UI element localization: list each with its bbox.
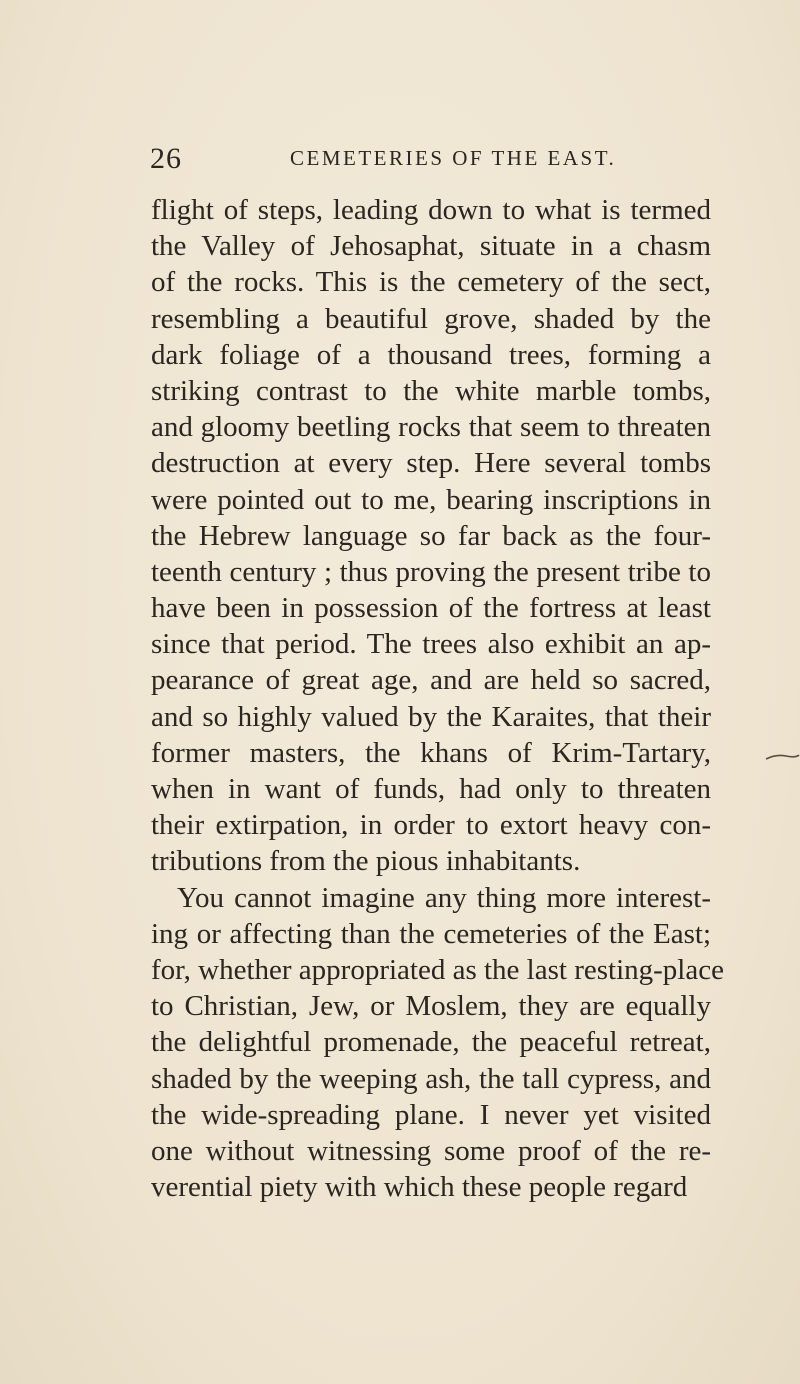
text-line: were pointed out to me, bearing inscriptions in	[151, 483, 711, 516]
paragraph	[151, 192, 711, 880]
text-line: and so highly valued by the Karaites, that their	[151, 700, 711, 733]
margin-ink-mark	[764, 752, 800, 762]
text-line: verential piety with which these people regard	[151, 1171, 688, 1204]
running-title: CEMETERIES OF THE EAST.	[290, 146, 617, 170]
text-line: dark foliage of a thousand trees, forming a	[151, 338, 711, 371]
body-text	[151, 192, 724, 1205]
text-line: the Valley of Jehosaphat, situate in a chasm	[151, 230, 711, 263]
text-line: for, whether appropriated as the last resting-place	[151, 953, 724, 986]
page-number: 26	[150, 142, 182, 175]
text-line: have been in possession of the fortress at least	[151, 592, 711, 625]
text-line: when in want of funds, had only to threaten	[151, 773, 711, 805]
paragraph	[151, 880, 724, 1206]
text-line: resembling a beautiful grove, shaded by the	[151, 302, 711, 335]
text-line: You cannot imagine any thing more interest-	[177, 881, 711, 914]
text-line: and gloomy beetling rocks that seem to threaten	[151, 411, 711, 444]
text-line: their extirpation, in order to extort heavy con-	[151, 809, 711, 842]
text-line: ing or affecting than the cemeteries of the East;	[151, 917, 711, 950]
text-line: destruction at every step. Here several tombs	[151, 447, 711, 480]
text-line: teenth century ; thus proving the present tribe to	[151, 555, 711, 588]
text-line: one without witnessing some proof of the re-	[151, 1134, 711, 1167]
text-line: pearance of great age, and are held so sacred,	[151, 664, 711, 697]
text-line: shaded by the weeping ash, the tall cypress, and	[151, 1062, 711, 1095]
text-line: to Christian, Jew, or Moslem, they are equally	[151, 990, 711, 1023]
running-head	[150, 142, 710, 182]
text-line: striking contrast to the white marble tombs,	[151, 374, 711, 407]
text-line: the Hebrew language so far back as the four-	[151, 519, 711, 552]
text-line: flight of steps, leading down to what is termed	[151, 194, 711, 226]
text-line: the wide-spreading plane. I never yet visited	[151, 1098, 711, 1131]
text-line: tributions from the pious inhabitants.	[151, 845, 581, 878]
text-line: since that period. The trees also exhibit an ap-	[151, 628, 711, 661]
text-line: former masters, the khans of Krim-Tartary,	[151, 736, 711, 769]
text-line: the delightful promenade, the peaceful retreat,	[151, 1026, 711, 1059]
text-line: of the rocks. This is the cemetery of the sect,	[151, 266, 711, 299]
